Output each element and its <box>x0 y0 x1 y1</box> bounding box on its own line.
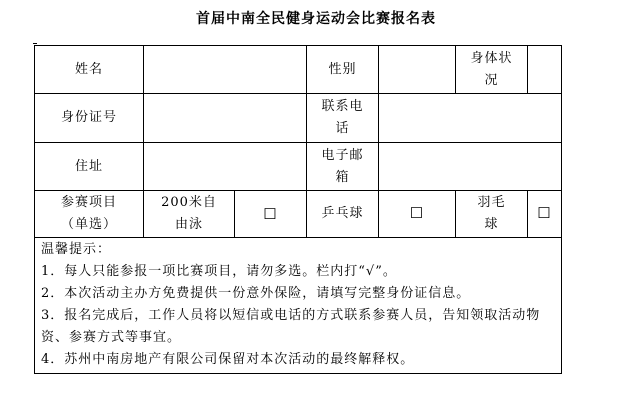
notes-item-3: 3．报名完成后，工作人员将以短信或电话的方式联系参赛人员，告知领取活动物资、参赛方式等事宜。 <box>41 308 541 345</box>
event-badminton-checkbox-cell[interactable] <box>528 191 562 238</box>
form-row-events <box>35 191 562 238</box>
notes-heading: 温馨提示： <box>41 242 112 257</box>
event-badminton-checkbox[interactable]: ☐ <box>537 204 552 222</box>
form-row-notes <box>35 238 562 374</box>
notes-item-2: 2．本次活动主办方免费提供一份意外保险，请填写完整身份证信息。 <box>41 286 471 301</box>
event-pingpong-checkbox-cell[interactable] <box>379 191 456 238</box>
notes-item-4: 4．苏州中南房地产有限公司保留对本次活动的最终解释权。 <box>41 352 415 367</box>
form-row-address <box>35 143 562 191</box>
form-row-id <box>35 94 562 143</box>
notes-cell <box>35 238 562 374</box>
email-input-cell[interactable] <box>379 143 562 191</box>
health-label <box>456 46 528 94</box>
event-label <box>35 191 144 238</box>
event-cell-swimming <box>144 191 307 238</box>
phone-input-cell[interactable] <box>379 94 562 143</box>
phone-label <box>307 94 379 143</box>
address-label: 住址 <box>35 143 144 191</box>
health-label-text: 身体状况 <box>470 50 513 88</box>
gender-label: 性别 <box>307 46 379 94</box>
event-swimming-label: 200米自由泳 <box>161 195 217 232</box>
name-label: 姓名 <box>35 46 144 94</box>
id-label: 身份证号 <box>35 94 144 143</box>
form-row-name <box>35 46 562 94</box>
registration-form-table <box>34 45 562 374</box>
event-badminton-label <box>456 191 528 238</box>
phone-label-text: 联系电话 <box>321 99 364 136</box>
event-swimming-checkbox[interactable]: ☐ <box>263 205 278 223</box>
corner-mark <box>33 43 37 44</box>
name-input-cell[interactable] <box>144 46 307 94</box>
gender-input-cell[interactable] <box>379 46 456 94</box>
event-pingpong-label: 乒乓球 <box>307 191 379 238</box>
health-input-cell[interactable] <box>528 46 562 94</box>
form-title: 首届中南全民健身运动会比赛报名表 <box>196 11 436 27</box>
event-pingpong-checkbox[interactable]: ☐ <box>409 204 425 222</box>
address-input-cell[interactable] <box>144 143 307 191</box>
event-badminton-label-text: 羽毛球 <box>477 195 506 232</box>
notes-item-1: 1．每人只能参报一项比赛项目，请勿多选。栏内打“√”。 <box>41 264 397 279</box>
event-label-text: 参赛项目（单选） <box>60 195 117 232</box>
email-label <box>307 143 379 191</box>
id-input-cell[interactable] <box>144 94 307 143</box>
email-label-text: 电子邮箱 <box>321 147 364 185</box>
